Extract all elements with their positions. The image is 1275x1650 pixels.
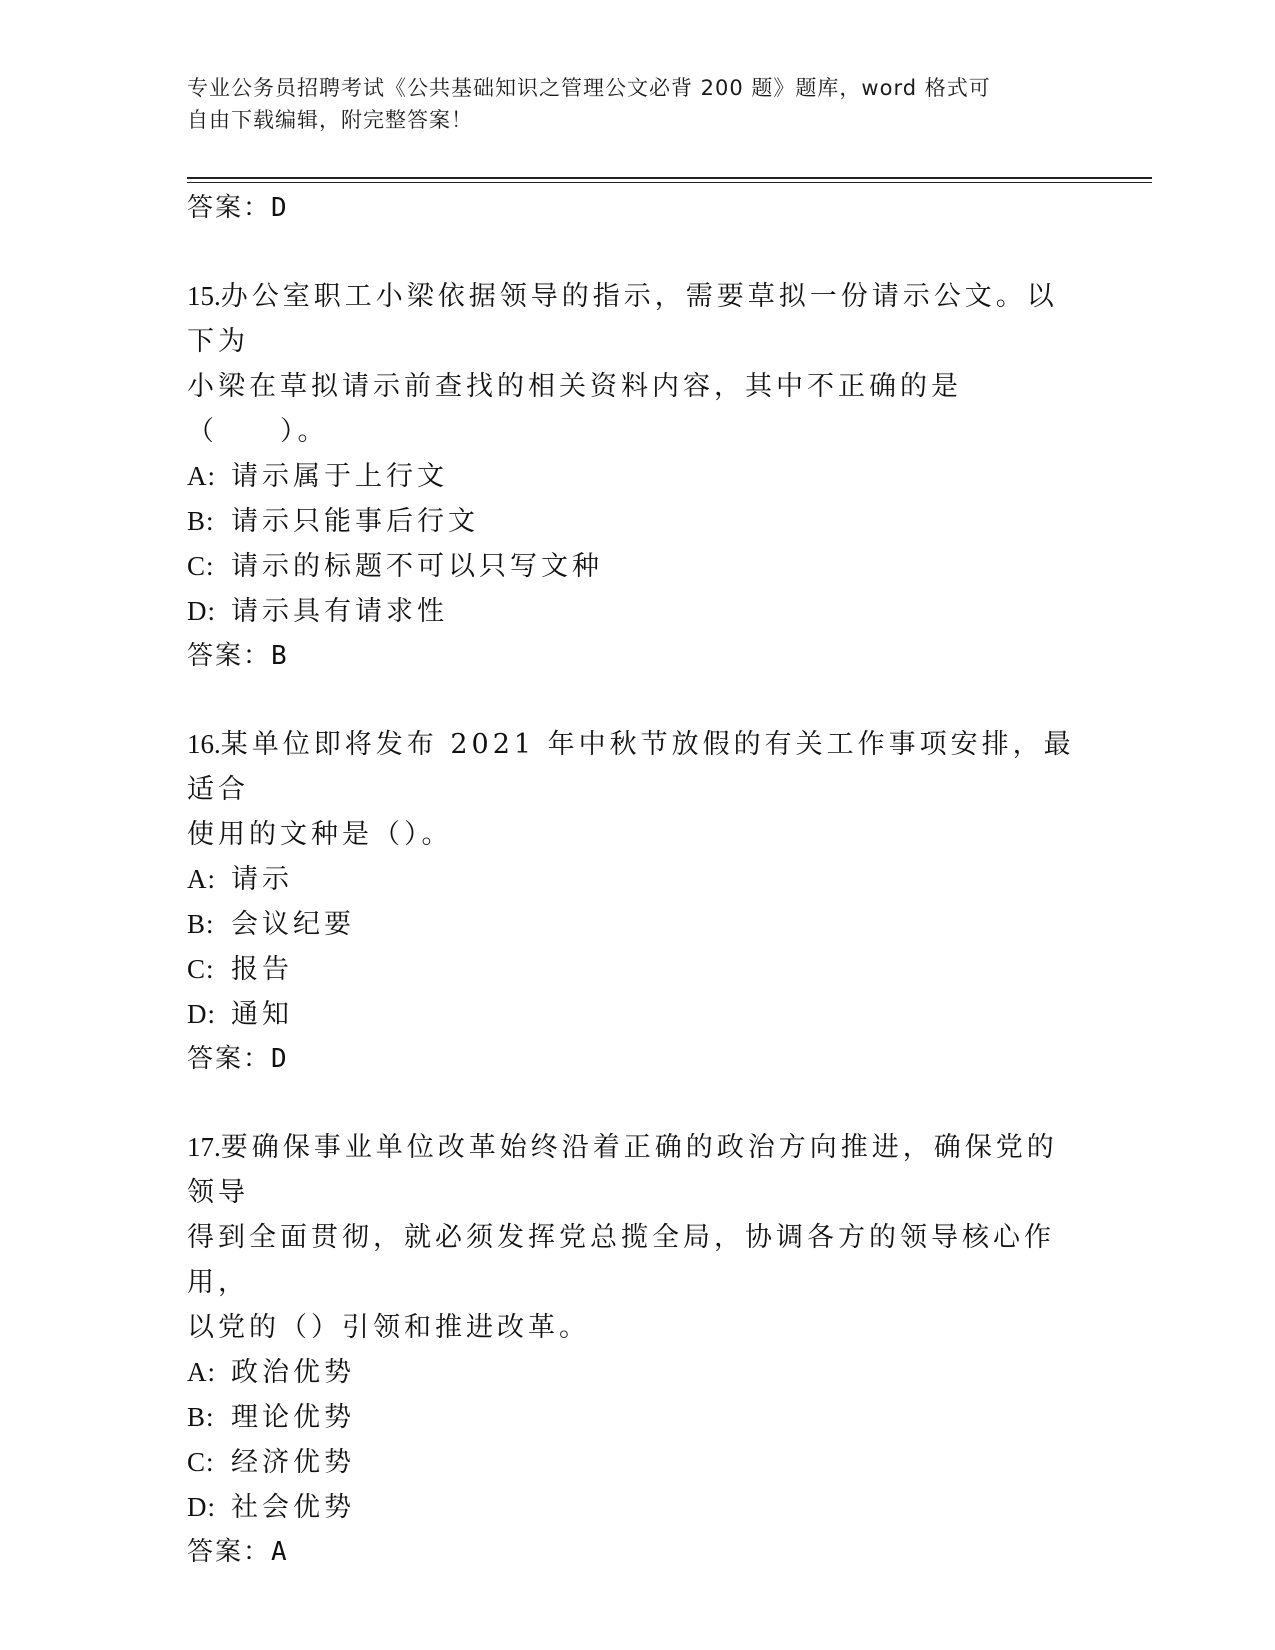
header-rule-thin xyxy=(187,182,1152,183)
option-key: D: xyxy=(187,1492,216,1522)
answer-value: D xyxy=(271,193,289,223)
option-text: 理论优势 xyxy=(231,1402,355,1433)
option-text: 通知 xyxy=(231,999,293,1030)
option-text: 请示 xyxy=(231,864,293,895)
option-d xyxy=(187,1485,1087,1530)
answer xyxy=(187,1037,1087,1081)
question-number: 16. xyxy=(187,729,221,759)
option-text: 请示属于上行文 xyxy=(231,461,448,492)
option-key: A: xyxy=(187,864,216,894)
option-key: B: xyxy=(187,909,215,939)
question-text xyxy=(187,274,1087,454)
previous-answer xyxy=(187,186,1087,230)
option-text: 会议纪要 xyxy=(231,909,355,940)
option-text: 经济优势 xyxy=(231,1447,355,1478)
option-key: B: xyxy=(187,506,215,536)
question-line: 办公室职工小梁依据领导的指示，需要草拟一份请示公文。以下为 xyxy=(187,281,1058,357)
question-line: 要确保事业单位改革始终沿着正确的政治方向推进，确保党的领导 xyxy=(187,1132,1058,1208)
option-text: 请示的标题不可以只写文种 xyxy=(231,551,603,582)
question-list xyxy=(187,186,1087,1574)
option-b xyxy=(187,499,1087,544)
question-text xyxy=(187,1125,1087,1350)
question-number: 17. xyxy=(187,1132,221,1162)
question-line: 得到全面贯彻，就必须发挥党总揽全局，协调各方的领导核心作用， xyxy=(187,1222,1055,1298)
question-line: 以党的（）引领和推进改革。 xyxy=(187,1312,590,1343)
option-c xyxy=(187,947,1087,992)
option-key: C: xyxy=(187,1447,215,1477)
option-b xyxy=(187,902,1087,947)
option-key: D: xyxy=(187,999,216,1029)
option-key: A: xyxy=(187,1357,216,1387)
header-line-2: 自由下载编辑，附完整答案！ xyxy=(187,108,473,132)
question-number: 15. xyxy=(187,281,221,311)
option-b xyxy=(187,1395,1087,1440)
option-text: 政治优势 xyxy=(231,1357,355,1388)
question-15 xyxy=(187,274,1087,678)
option-key: A: xyxy=(187,461,216,491)
document-header xyxy=(187,72,1067,136)
option-c xyxy=(187,544,1087,589)
header-rule-thick xyxy=(187,177,1152,179)
answer-label: 答案： xyxy=(187,641,272,671)
question-text xyxy=(187,722,1087,857)
question-line: 使用的文种是（）。 xyxy=(187,819,453,850)
answer-label: 答案： xyxy=(187,193,272,223)
option-key: C: xyxy=(187,954,215,984)
answer xyxy=(187,634,1087,678)
option-d xyxy=(187,992,1087,1037)
option-text: 报告 xyxy=(231,954,293,985)
option-text: 请示具有请求性 xyxy=(231,596,448,627)
option-a xyxy=(187,454,1087,499)
answer-label: 答案： xyxy=(187,1537,272,1567)
option-a xyxy=(187,857,1087,902)
answer xyxy=(187,1530,1087,1574)
option-a xyxy=(187,1350,1087,1395)
option-text: 请示只能事后行文 xyxy=(231,506,479,537)
answer-value: B xyxy=(271,641,289,671)
option-c xyxy=(187,1440,1087,1485)
answer-value: D xyxy=(271,1044,289,1074)
answer-label: 答案： xyxy=(187,1044,272,1074)
option-key: C: xyxy=(187,551,215,581)
option-text: 社会优势 xyxy=(231,1492,355,1523)
header-line-1: 专业公务员招聘考试《公共基础知识之管理公文必背 200 题》题库，word 格式可 xyxy=(187,76,991,100)
question-16 xyxy=(187,722,1087,1081)
option-key: D: xyxy=(187,596,216,626)
question-17 xyxy=(187,1125,1087,1574)
question-line: 某单位即将发布 2021 年中秋节放假的有关工作事项安排，最适合 xyxy=(187,729,1075,805)
answer-value: A xyxy=(271,1537,289,1567)
option-key: B: xyxy=(187,1402,215,1432)
option-d xyxy=(187,589,1087,634)
question-line: 小梁在草拟请示前查找的相关资料内容，其中不正确的是（ ）。 xyxy=(187,371,962,447)
